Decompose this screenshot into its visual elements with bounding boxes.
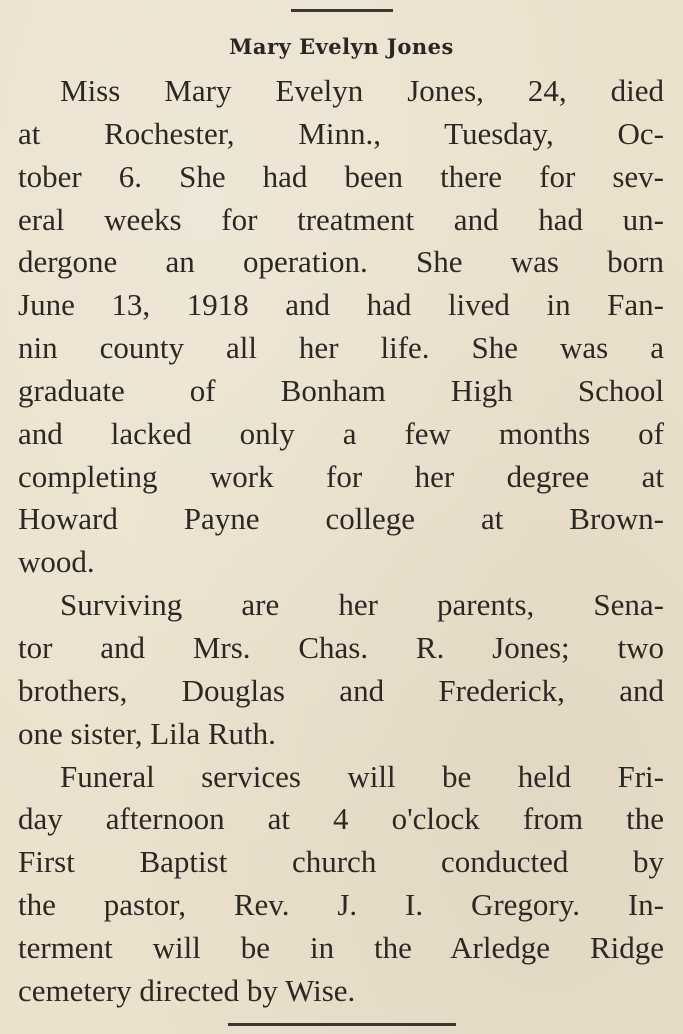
text-line: one sister, Lila Ruth. [18, 715, 276, 751]
obituary-article [18, 70, 664, 1013]
text-line: Howard Payne college at Brown- [18, 501, 664, 537]
text-line: June 13, 1918 and had lived in Fan- [18, 287, 664, 323]
text-line: brothers, Douglas and Frederick, and [18, 672, 664, 708]
text-line: nin county all her life. She was a [18, 330, 664, 366]
text-line: day afternoon at 4 o'clock from the [18, 801, 664, 837]
text-line: graduate of Bonham High School [18, 372, 664, 408]
text-line: dergone an operation. She was born [18, 244, 664, 280]
text-line: at Rochester, Minn., Tuesday, Oc- [18, 115, 664, 151]
text-line: and lacked only a few months of [18, 415, 664, 451]
text-line: cemetery directed by Wise. [18, 972, 356, 1008]
text-line: eral weeks for treatment and had un- [18, 201, 664, 237]
top-rule [291, 9, 393, 12]
text-line: Surviving are her parents, Sena- [60, 587, 664, 623]
text-line: completing work for her degree at [18, 458, 664, 494]
text-line: wood. [18, 544, 95, 580]
text-line: terment will be in the Arledge Ridge [18, 929, 664, 965]
text-line: the pastor, Rev. J. I. Gregory. In- [18, 887, 664, 923]
text-line: tober 6. She had been there for sev- [18, 158, 664, 194]
text-line: tor and Mrs. Chas. R. Jones; two [18, 629, 664, 665]
obituary-headline: Mary Evelyn Jones [229, 34, 454, 59]
text-line: Miss Mary Evelyn Jones, 24, died [60, 73, 664, 108]
bottom-rule [228, 1023, 456, 1026]
text-line: Funeral services will be held Fri- [60, 758, 664, 794]
text-line: First Baptist church conducted by [18, 844, 664, 880]
